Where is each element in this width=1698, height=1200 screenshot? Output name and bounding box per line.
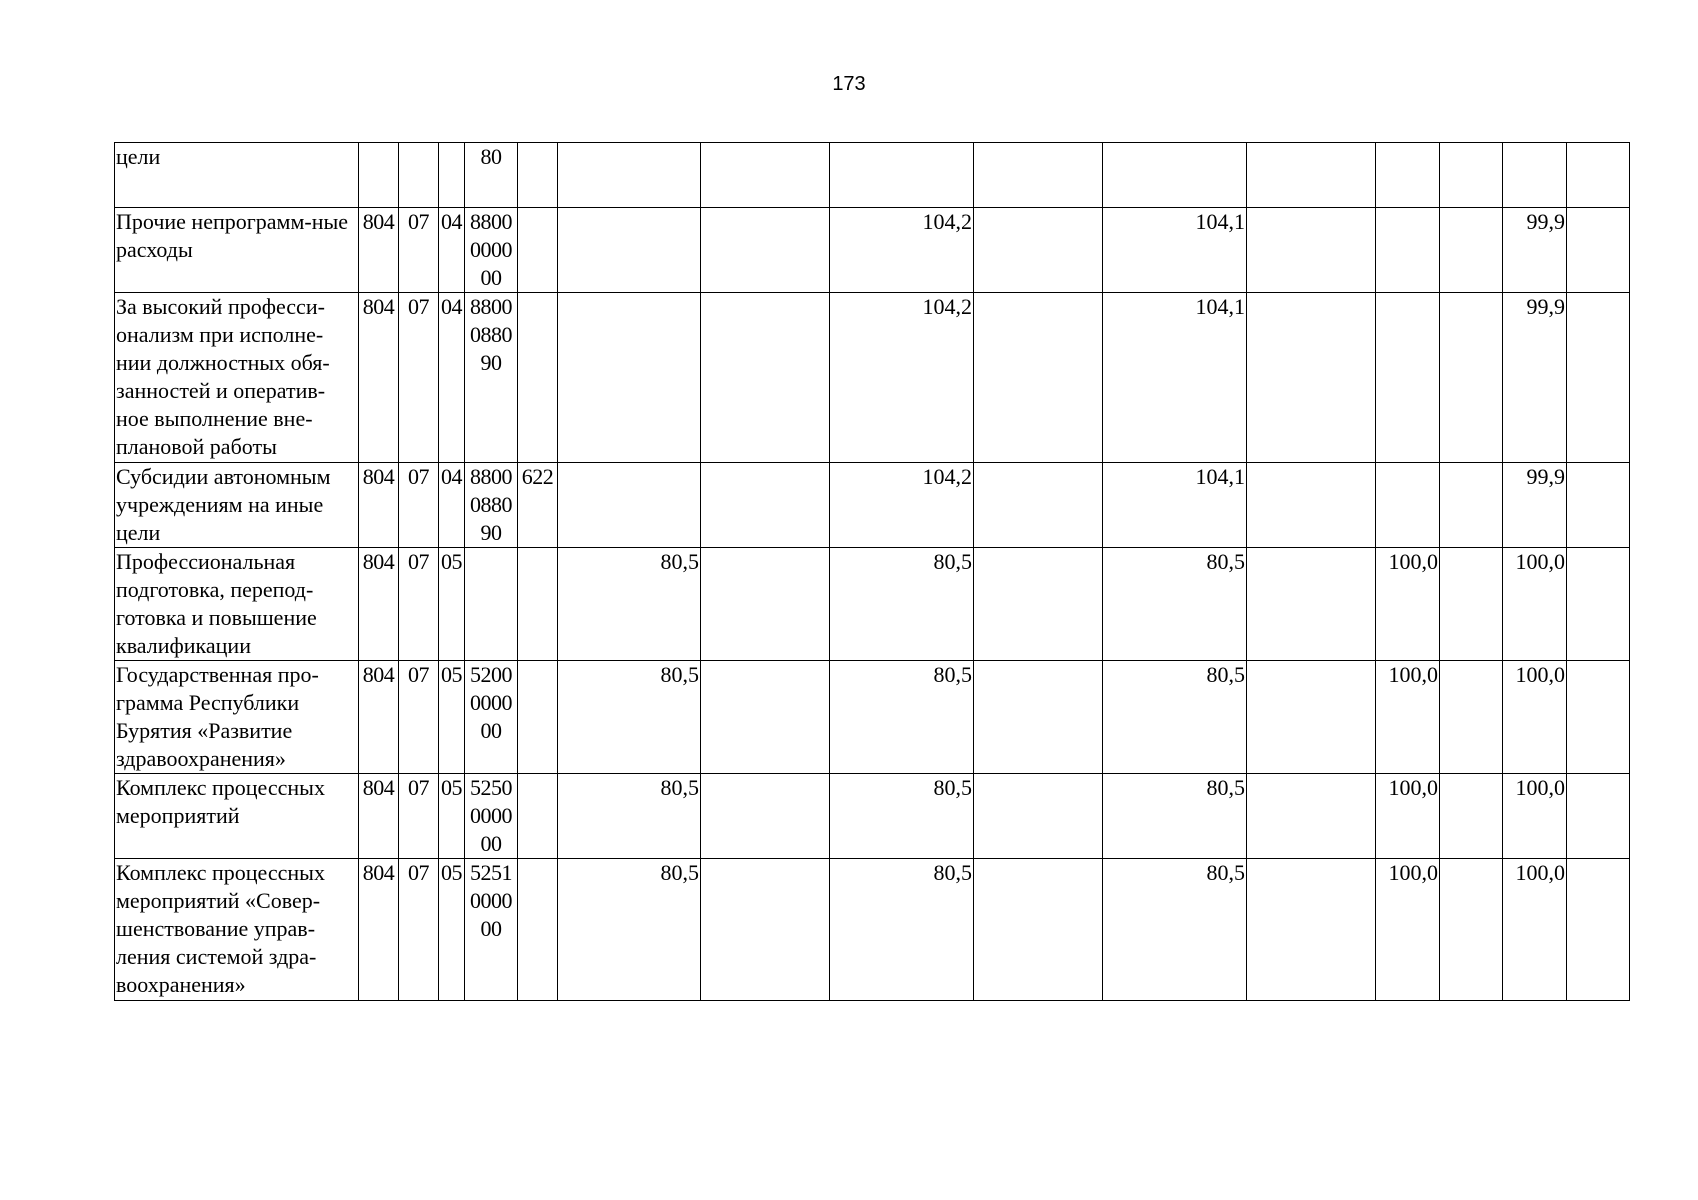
value-cell: 80,5	[558, 661, 701, 774]
grbs-code: 804	[359, 548, 399, 661]
rz-code: 07	[399, 208, 439, 293]
csr-code: 8800088090	[465, 293, 518, 463]
value-cell: 100,0	[1376, 859, 1440, 1001]
value-cell	[558, 293, 701, 463]
value-cell: 80,5	[830, 859, 974, 1001]
value-cell	[974, 143, 1103, 208]
value-cell	[1567, 208, 1630, 293]
csr-code: 5250000000	[465, 774, 518, 859]
vr-code	[518, 143, 558, 208]
value-cell	[1247, 293, 1376, 463]
value-cell: 80,5	[1103, 661, 1247, 774]
value-cell	[1247, 463, 1376, 548]
pr-code: 05	[439, 661, 465, 774]
value-cell: 104,1	[1103, 208, 1247, 293]
row-name: цели	[115, 143, 359, 208]
csr-code	[465, 548, 518, 661]
value-cell: 80,5	[558, 859, 701, 1001]
value-cell	[701, 463, 830, 548]
value-cell	[974, 859, 1103, 1001]
vr-code: 622	[518, 463, 558, 548]
rz-code: 07	[399, 661, 439, 774]
value-cell	[558, 143, 701, 208]
rz-code: 07	[399, 548, 439, 661]
value-cell	[701, 143, 830, 208]
page-number: 173	[832, 73, 866, 95]
csr-code: 5251000000	[465, 859, 518, 1001]
value-cell	[1567, 143, 1630, 208]
value-cell: 100,0	[1376, 548, 1440, 661]
value-cell: 100,0	[1503, 859, 1567, 1001]
value-cell: 80,5	[830, 661, 974, 774]
value-cell: 99,9	[1503, 463, 1567, 548]
value-cell: 99,9	[1503, 293, 1567, 463]
row-name: Государственная про-грамма Республики Бурятия «Развитие здравоохранения»	[115, 661, 359, 774]
value-cell	[558, 208, 701, 293]
table-row	[115, 661, 1630, 774]
value-cell	[974, 548, 1103, 661]
value-cell	[1247, 143, 1376, 208]
value-cell: 104,2	[830, 293, 974, 463]
value-cell	[974, 208, 1103, 293]
vr-code	[518, 208, 558, 293]
vr-code	[518, 293, 558, 463]
value-cell	[974, 774, 1103, 859]
table-row	[115, 548, 1630, 661]
grbs-code	[359, 143, 399, 208]
value-cell	[701, 293, 830, 463]
grbs-code: 804	[359, 661, 399, 774]
grbs-code: 804	[359, 293, 399, 463]
value-cell	[1440, 661, 1503, 774]
value-cell: 104,1	[1103, 293, 1247, 463]
value-cell	[1440, 208, 1503, 293]
pr-code: 05	[439, 859, 465, 1001]
rz-code: 07	[399, 463, 439, 548]
value-cell: 80,5	[1103, 774, 1247, 859]
value-cell	[1440, 463, 1503, 548]
value-cell	[558, 463, 701, 548]
value-cell: 100,0	[1376, 774, 1440, 859]
pr-code: 04	[439, 208, 465, 293]
csr-code: 8800088090	[465, 463, 518, 548]
value-cell	[1376, 143, 1440, 208]
rz-code: 07	[399, 774, 439, 859]
value-cell: 80,5	[1103, 548, 1247, 661]
value-cell	[1503, 143, 1567, 208]
vr-code	[518, 548, 558, 661]
value-cell: 80,5	[830, 774, 974, 859]
value-cell: 80,5	[1103, 859, 1247, 1001]
value-cell	[1567, 463, 1630, 548]
value-cell: 104,1	[1103, 463, 1247, 548]
grbs-code: 804	[359, 208, 399, 293]
value-cell	[1247, 774, 1376, 859]
value-cell	[1440, 859, 1503, 1001]
pr-code: 05	[439, 548, 465, 661]
row-name: Прочие непрограмм-ные расходы	[115, 208, 359, 293]
grbs-code: 804	[359, 859, 399, 1001]
value-cell	[701, 661, 830, 774]
value-cell	[1567, 548, 1630, 661]
table-row	[115, 208, 1630, 293]
value-cell	[1247, 661, 1376, 774]
value-cell	[701, 774, 830, 859]
table-row	[115, 859, 1630, 1001]
value-cell	[1567, 859, 1630, 1001]
row-name: За высокий професси-онализм при исполне-нии должностных обя-занностей и оператив-ное выполнение вне-плановой работы	[115, 293, 359, 463]
table-row	[115, 293, 1630, 463]
value-cell	[701, 859, 830, 1001]
value-cell	[830, 143, 974, 208]
value-cell: 80,5	[558, 774, 701, 859]
pr-code: 04	[439, 463, 465, 548]
value-cell	[1567, 293, 1630, 463]
vr-code	[518, 859, 558, 1001]
value-cell	[1376, 208, 1440, 293]
value-cell	[1440, 774, 1503, 859]
value-cell: 80,5	[558, 548, 701, 661]
row-name: Комплекс процессных мероприятий «Совер-шенствование управ-ления системой здра-воохранения»	[115, 859, 359, 1001]
csr-code: 8800000000	[465, 208, 518, 293]
grbs-code: 804	[359, 774, 399, 859]
value-cell	[1376, 463, 1440, 548]
value-cell: 100,0	[1503, 661, 1567, 774]
grbs-code: 804	[359, 463, 399, 548]
value-cell	[1247, 548, 1376, 661]
row-name: Профессиональная подготовка, перепод-готовка и повышение квалификации	[115, 548, 359, 661]
value-cell: 80,5	[830, 548, 974, 661]
table-row	[115, 463, 1630, 548]
csr-code: 80	[465, 143, 518, 208]
value-cell	[1440, 293, 1503, 463]
value-cell	[701, 208, 830, 293]
value-cell	[701, 548, 830, 661]
value-cell	[1376, 293, 1440, 463]
value-cell	[1567, 661, 1630, 774]
table-row	[115, 774, 1630, 859]
row-name: Комплекс процессных мероприятий	[115, 774, 359, 859]
value-cell	[1247, 208, 1376, 293]
budget-table	[114, 142, 1630, 1001]
value-cell: 100,0	[1376, 661, 1440, 774]
value-cell	[1567, 774, 1630, 859]
rz-code: 07	[399, 859, 439, 1001]
pr-code: 05	[439, 774, 465, 859]
value-cell	[974, 661, 1103, 774]
value-cell	[1440, 548, 1503, 661]
value-cell	[1247, 859, 1376, 1001]
row-name: Субсидии автономным учреждениям на иные цели	[115, 463, 359, 548]
value-cell: 99,9	[1503, 208, 1567, 293]
vr-code	[518, 774, 558, 859]
table-row	[115, 143, 1630, 208]
value-cell: 104,2	[830, 208, 974, 293]
value-cell	[1103, 143, 1247, 208]
pr-code	[439, 143, 465, 208]
value-cell: 100,0	[1503, 548, 1567, 661]
value-cell: 104,2	[830, 463, 974, 548]
value-cell	[1440, 143, 1503, 208]
rz-code	[399, 143, 439, 208]
vr-code	[518, 661, 558, 774]
rz-code: 07	[399, 293, 439, 463]
value-cell	[974, 463, 1103, 548]
pr-code: 04	[439, 293, 465, 463]
value-cell	[974, 293, 1103, 463]
value-cell: 100,0	[1503, 774, 1567, 859]
csr-code: 5200000000	[465, 661, 518, 774]
